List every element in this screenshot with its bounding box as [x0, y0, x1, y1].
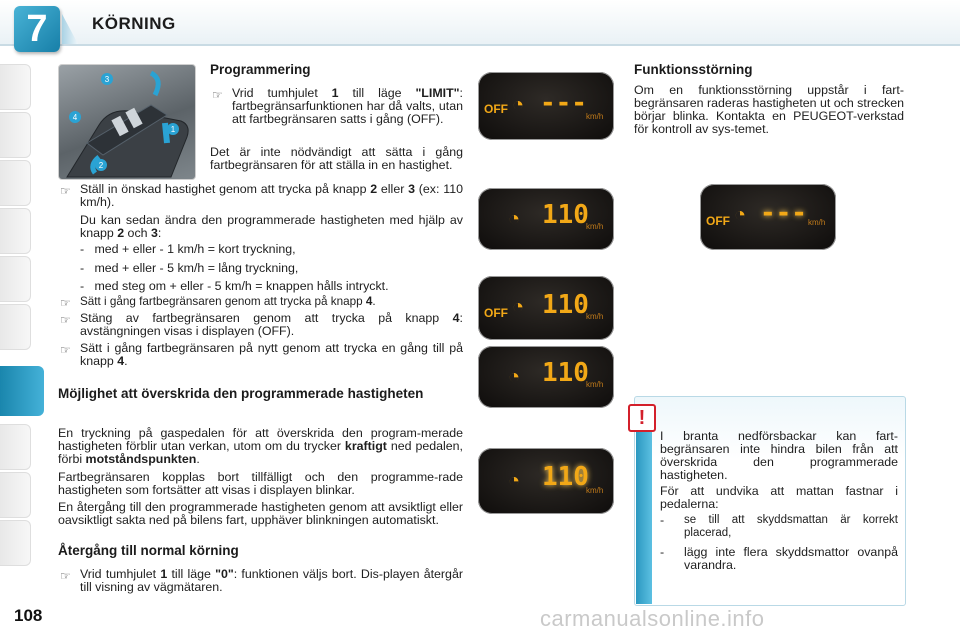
- chapter-title: KÖRNING: [92, 14, 176, 33]
- warning-strip: [636, 420, 652, 604]
- speed-value: 110: [542, 290, 589, 320]
- programming-restart: Sätt i gång fartbegränsaren på nytt genom att trycka en gång till på knapp 4.: [80, 341, 463, 368]
- callout-3-label: 3: [104, 75, 110, 84]
- programming-step1: Vrid tumhjulet 1 till läge "LIMIT": fartbegränsarfunktionen har då valts, utan att fartbegränsaren satts i gång (OFF).: [232, 86, 463, 126]
- programming-title: Programmering: [210, 62, 311, 77]
- callout-4: [69, 111, 81, 123]
- adjust-item-3: - med steg om + eller - 5 km/h = knappen hålls intryckt.: [80, 279, 389, 293]
- bullet-icon: ☞: [60, 313, 71, 327]
- bullet-icon: ☞: [60, 184, 71, 198]
- unit-label: km/h: [586, 222, 604, 231]
- bullet-icon: ☞: [60, 343, 71, 357]
- callout-1: [167, 123, 179, 135]
- display-speed-off: [478, 276, 614, 340]
- page-number: 108: [14, 606, 43, 625]
- warning-icon: !: [628, 404, 656, 432]
- speed-value: 110: [542, 358, 589, 388]
- exceed-p1: En tryckning på gaspedalen för att överskrida den program-merade hastigheten förblir utan verkan, utom om du trycker kraftigt ned pedalen, förbi motståndspunkten.: [58, 426, 463, 466]
- speed-value-blinking: 110: [542, 462, 589, 492]
- chapter-badge: [14, 6, 60, 52]
- callout-2: [95, 159, 107, 171]
- unit-label: km/h: [808, 218, 826, 227]
- side-tab-8[interactable]: [0, 424, 31, 470]
- exceed-p2: Fartbegränsaren kopplas bort tillfälligt och den programme-rade hastigheten som fortsätter att visas i displayen blinkar.: [58, 470, 463, 497]
- display-speed-blinking: [478, 448, 614, 514]
- programming-step2: Ställ in önskad hastighet genom att trycka på knapp 2 eller 3 (ex: 110 km/h).: [80, 182, 463, 209]
- display-malfunction: [700, 184, 836, 250]
- return-title: Återgång till normal körning: [58, 543, 239, 558]
- programming-note: Det är inte nödvändigt att sätta i gång fartbegränsaren för att ställa in en hastighet.: [210, 145, 463, 172]
- warning-dash: -: [660, 513, 665, 527]
- off-indicator: OFF: [484, 102, 508, 116]
- limit-dashes-blinking: ---: [760, 198, 807, 228]
- display-speed-set: [478, 188, 614, 250]
- callout-1-label: 1: [170, 125, 176, 134]
- adjust-item-1: - med + eller - 1 km/h = kort tryckning,: [80, 242, 296, 256]
- cruise-stalk-illustration: [58, 64, 196, 180]
- warning-dash: -: [660, 545, 665, 559]
- speed-value: 110: [542, 200, 589, 230]
- side-tab-6[interactable]: [0, 304, 31, 350]
- warning-p1: I branta nedförsbackar kan fart-begränsaren inte hindra bilen från att överskrida den programmerade hastigheten.: [660, 429, 898, 482]
- callout-4-label: 4: [72, 113, 78, 122]
- off-indicator: OFF: [706, 214, 730, 228]
- off-indicator: OFF: [484, 306, 508, 320]
- exceed-p3: En återgång till den programmerade hastigheten genom att avsiktligt eller oavsiktligt sakta ned på bilens fart, upphäver blinkningen automatiskt.: [58, 500, 463, 527]
- warning-item-2: lägg inte flera skyddsmattor ovanpå varandra.: [684, 545, 898, 572]
- side-tab-1[interactable]: [0, 64, 31, 110]
- unit-label: km/h: [586, 312, 604, 321]
- side-tab-9[interactable]: [0, 472, 31, 518]
- callout-2-label: 2: [98, 161, 104, 170]
- display-speed-active: [478, 346, 614, 408]
- speedometer-icon: ◔: [508, 208, 521, 230]
- side-tab-2[interactable]: [0, 112, 31, 158]
- bullet-icon: ☞: [60, 296, 71, 310]
- callout-3: [101, 73, 113, 85]
- side-tab-4[interactable]: [0, 208, 31, 254]
- side-tab-3[interactable]: [0, 160, 31, 206]
- bullet-icon: ☞: [60, 569, 71, 583]
- header-divider: [0, 44, 960, 46]
- malfunction-title: Funktionsstörning: [634, 62, 753, 77]
- warning-p2: För att undvika att mattan fastnar i pedalerna:: [660, 484, 898, 511]
- side-tab-10[interactable]: [0, 520, 31, 566]
- warning-item-1: se till att skyddsmattan är korrekt placerad,: [684, 514, 898, 539]
- display-limit-off: [478, 72, 614, 140]
- side-tab-active[interactable]: [0, 366, 44, 416]
- limit-dashes: ---: [540, 88, 587, 118]
- speedometer-icon: ◔: [512, 94, 525, 116]
- speedometer-icon: ◔: [512, 296, 525, 318]
- programming-stop: Stäng av fartbegränsaren genom att trycka på knapp 4: avstängningen visas i displayen (OFF).: [80, 311, 463, 338]
- watermark: carmanualsonline.info: [540, 606, 765, 631]
- chapter-number: 7: [26, 7, 48, 50]
- malfunction-text: Om en funktionsstörning uppstår i fart-begränsaren raderas hastigheten ut och strecken börjar blinka. Kontakta en PEUGEOT-verkstad för kontroll av sys-temet.: [634, 83, 905, 136]
- bullet-icon: ☞: [212, 88, 223, 102]
- exceed-title: Möjlighet att överskrida den programmerade hastigheten: [58, 386, 424, 401]
- speedometer-icon: ◔: [734, 204, 747, 226]
- programming-start: Sätt i gång fartbegränsaren genom att trycka på knapp 4.: [80, 295, 376, 308]
- speedometer-icon: ◔: [508, 470, 521, 492]
- unit-label: km/h: [586, 380, 604, 389]
- return-step: Vrid tumhjulet 1 till läge "0": funktionen väljs bort. Dis-playen återgår till visning av vägmätaren.: [80, 567, 463, 594]
- speedometer-icon: ◔: [508, 366, 521, 388]
- side-tab-5[interactable]: [0, 256, 31, 302]
- programming-adjust: Du kan sedan ändra den programmerade hastigheten med hjälp av knapp 2 och 3:: [80, 213, 463, 240]
- unit-label: km/h: [586, 112, 604, 121]
- adjust-item-2: - med + eller - 5 km/h = lång tryckning,: [80, 261, 299, 275]
- unit-label: km/h: [586, 486, 604, 495]
